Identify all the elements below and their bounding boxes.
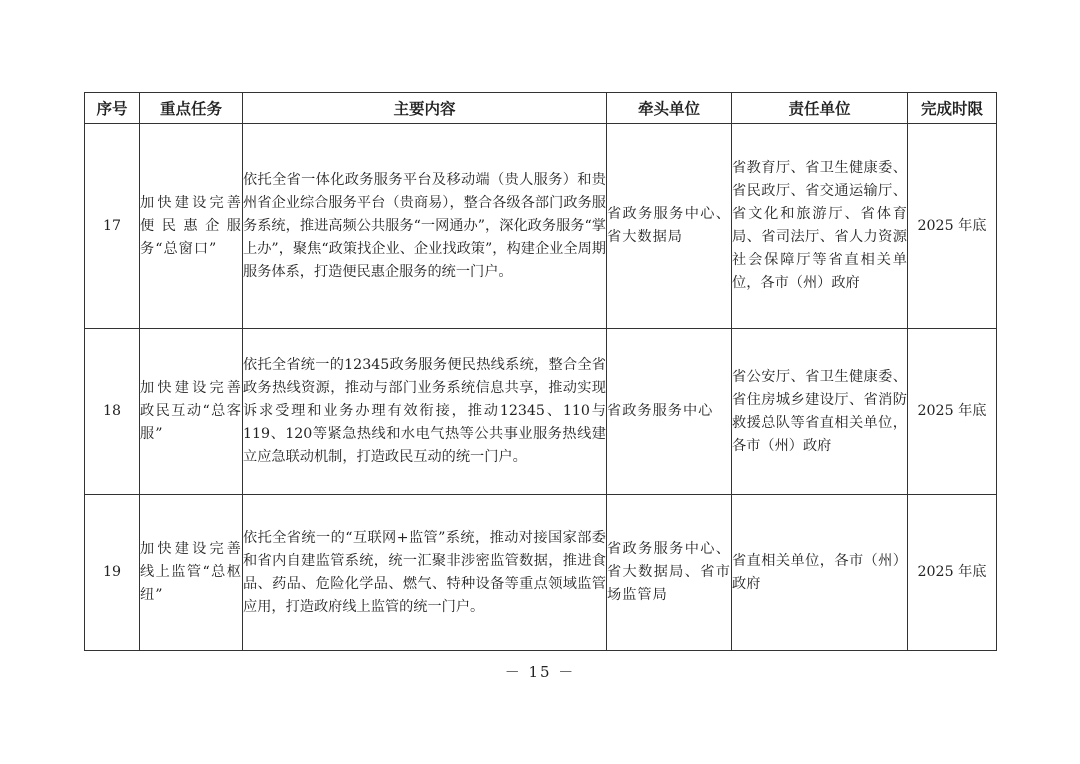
cell-lead-unit: 省政务服务中心、省大数据局 — [607, 124, 732, 329]
cell-responsible-unit: 省教育厅、省卫生健康委、省民政厅、省交通运输厅、省文化和旅游厅、省体育局、省司法厅、省人力资源社会保障厅等省直相关单位，各市（州）政府 — [732, 124, 908, 329]
table-row — [85, 124, 997, 329]
cell-lead-unit: 省政务服务中心、省大数据局、省市场监管局 — [607, 495, 732, 651]
cell-serial: 18 — [85, 329, 140, 495]
cell-responsible-unit: 省公安厅、省卫生健康委、省住房城乡建设厅、省消防救援总队等省直相关单位，各市（州）政府 — [732, 329, 908, 495]
cell-serial: 17 — [85, 124, 140, 329]
cell-deadline: 2025 年底 — [908, 124, 997, 329]
header-lead-unit: 牵头单位 — [607, 93, 732, 124]
table-row — [85, 495, 997, 651]
header-responsible-unit: 责任单位 — [732, 93, 908, 124]
header-deadline: 完成时限 — [908, 93, 997, 124]
cell-responsible-unit: 省直相关单位，各市（州）政府 — [732, 495, 908, 651]
header-serial: 序号 — [85, 93, 140, 124]
cell-deadline: 2025 年底 — [908, 329, 997, 495]
table-row — [85, 329, 997, 495]
cell-deadline: 2025 年底 — [908, 495, 997, 651]
header-key-task: 重点任务 — [140, 93, 243, 124]
cell-key-task: 加快建设完善政民互动“总客服” — [140, 329, 243, 495]
cell-main-content: 依托全省一体化政务服务平台及移动端（贵人服务）和贵州省企业综合服务平台（贵商易），整合各级各部门政务服务系统，推进高频公共服务“一网通办”，深化政务服务“掌上办”，聚焦“政策找企业、企业找政策”，构建企业全周期服务体系，打造便民惠企服务的统一门户。 — [243, 124, 607, 329]
cell-main-content: 依托全省统一的“互联网+监管”系统，推动对接国家部委和省内自建监管系统，统一汇聚非涉密监管数据，推进食品、药品、危险化学品、燃气、特种设备等重点领域监管应用，打造政府线上监管的统一门户。 — [243, 495, 607, 651]
page-number: － 15 － — [504, 663, 576, 681]
table-header-row — [85, 93, 997, 124]
header-main-content: 主要内容 — [243, 93, 607, 124]
cell-lead-unit: 省政务服务中心 — [607, 329, 732, 495]
tasks-table — [84, 92, 997, 651]
cell-key-task: 加快建设完善线上监管“总枢纽” — [140, 495, 243, 651]
cell-key-task: 加快建设完善便民惠企服务“总窗口” — [140, 124, 243, 329]
cell-serial: 19 — [85, 495, 140, 651]
cell-main-content: 依托全省统一的12345政务服务便民热线系统，整合全省政务热线资源，推动与部门业务系统信息共享，推动实现诉求受理和业务办理有效衔接，推动12345、110与119、120等紧急热线和水电气热等公共事业服务热线建立应急联动机制，打造政民互动的统一门户。 — [243, 329, 607, 495]
